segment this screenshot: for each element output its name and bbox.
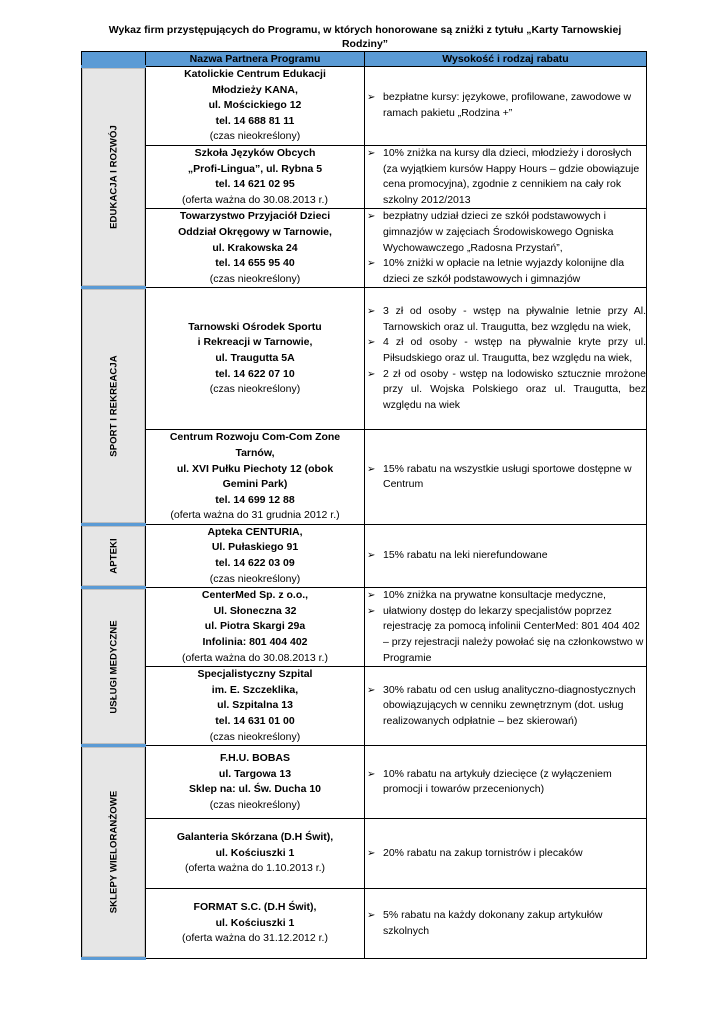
discount-item bbox=[365, 90, 646, 121]
partner-name-line: „Profi-Lingua”, ul. Rybna 5 bbox=[187, 162, 323, 175]
table-row bbox=[82, 430, 647, 525]
category-background bbox=[82, 526, 145, 586]
partner-name-line: Młodzieży KANA, bbox=[212, 83, 298, 96]
discount-list bbox=[365, 90, 646, 121]
partner-cell bbox=[146, 588, 365, 667]
partner-name-line: tel. 14 631 01 00 bbox=[215, 715, 295, 727]
discount-list bbox=[365, 462, 646, 493]
offer-validity: (oferta ważna do 30.08.2013 r.) bbox=[182, 651, 328, 664]
discount-cell bbox=[365, 588, 647, 667]
arrow-bullet-icon: ➢ bbox=[367, 590, 376, 602]
discount-text: 3 zł od osoby - wstęp na pływalnie letnie przy Al. Tarnowskich oraz ul. Traugutta, bez względu na wiek, bbox=[383, 305, 646, 333]
category-cell-sklepy-wieloranzowe bbox=[82, 746, 146, 959]
category-label: APTEKI bbox=[108, 538, 119, 574]
discount-text: 10% zniżka na prywatne konsultacje medyczne, bbox=[383, 589, 606, 602]
partner-name-line: F.H.U. BOBAS bbox=[219, 752, 290, 764]
partner-name-line: ul. Kościuszki 1 bbox=[215, 916, 295, 929]
partner-cell bbox=[146, 524, 365, 587]
table-row bbox=[82, 667, 647, 746]
discount-text: 4 zł od osoby - wstęp na pływalnie kryte przy ul. Piłsudskiego oraz ul. Traugutta, bez względu na wiek, bbox=[383, 336, 646, 365]
partner-cell bbox=[146, 819, 365, 889]
partner-name-line: Galanteria Skórzana (D.H Świt), bbox=[176, 831, 334, 844]
discount-item bbox=[365, 462, 646, 493]
partner-name-line: Tarnów, bbox=[235, 446, 275, 459]
partner-name-line: tel. 14 699 12 88 bbox=[215, 493, 295, 506]
partner-cell bbox=[146, 746, 365, 819]
table-row bbox=[82, 67, 647, 146]
discount-list bbox=[365, 209, 646, 287]
discount-cell bbox=[365, 430, 647, 525]
discount-text: 10% zniżki w opłacie na letnie wyjazdy kolonijne dla dzieci ze szkół podstawowych i gimnazjów bbox=[383, 257, 625, 285]
header-partner: Nazwa Partnera Programu bbox=[146, 52, 365, 67]
discount-list bbox=[365, 146, 646, 208]
table-row bbox=[82, 524, 647, 587]
partner-name-line: tel. 14 622 03 09 bbox=[215, 557, 295, 570]
partner-cell bbox=[146, 209, 365, 288]
discount-item bbox=[365, 367, 646, 414]
partner-name-line: ul. Szpitalna 13 bbox=[217, 699, 293, 712]
discount-text: ułatwiony dostęp do lekarzy specjalistów poprzez rejestrację za pomocą infolinii CenterMed: 801 404 402 – przy rejestracji należy powołać się na członkowstwo w Programie bbox=[383, 604, 644, 664]
partner-name-line: ul. Piotra Skargi 29a bbox=[204, 620, 306, 633]
partners-table bbox=[81, 51, 647, 960]
partner-name-line: ul. Kościuszki 1 bbox=[215, 846, 295, 859]
offer-validity: (czas nieokreślony) bbox=[209, 272, 301, 285]
partner-cell bbox=[146, 145, 365, 208]
discount-text: 30% rabatu od cen usług analityczno-diagnostycznych obowiązujących w cenniku zewnętrznym (dot. usług realizowanych odpłatnie – bez skierowań) bbox=[383, 683, 636, 727]
partner-name-line: Towarzystwo Przyjaciół Dzieci bbox=[179, 210, 331, 223]
discount-item bbox=[365, 304, 646, 335]
discount-item bbox=[365, 908, 646, 939]
discount-list bbox=[365, 908, 646, 939]
discount-cell bbox=[365, 746, 647, 819]
table-row bbox=[82, 889, 647, 959]
partner-name-line: Szkoła Języków Obcych bbox=[194, 146, 316, 159]
arrow-bullet-icon: ➢ bbox=[367, 768, 376, 780]
category-label: SPORT I REKREACJA bbox=[108, 355, 119, 457]
table-header-row bbox=[82, 52, 647, 67]
partner-cell bbox=[146, 288, 365, 430]
partner-name-line: tel. 14 622 07 10 bbox=[215, 367, 295, 380]
discount-item bbox=[365, 209, 646, 256]
partner-name-line: ul. Traugutta 5A bbox=[215, 352, 295, 365]
discount-item bbox=[365, 846, 646, 862]
arrow-bullet-icon: ➢ bbox=[367, 337, 376, 349]
discount-cell bbox=[365, 209, 647, 288]
table-row bbox=[82, 145, 647, 208]
partner-name-line: ul. Mościckiego 12 bbox=[208, 99, 302, 112]
arrow-bullet-icon: ➢ bbox=[367, 147, 376, 159]
table-row bbox=[82, 588, 647, 667]
discount-list bbox=[365, 767, 646, 798]
category-cell-apteki bbox=[82, 524, 146, 587]
category-cell-uslugi-medyczne bbox=[82, 588, 146, 746]
category-label: EDUKACJA I ROZWÓJ bbox=[108, 125, 119, 230]
category-background bbox=[82, 68, 145, 286]
partner-name-line: i Rekreacji w Tarnowie, bbox=[197, 336, 313, 349]
discount-item bbox=[365, 683, 646, 730]
discount-cell bbox=[365, 667, 647, 746]
offer-validity: (czas nieokreślony) bbox=[209, 730, 301, 743]
discount-list bbox=[365, 304, 646, 413]
arrow-bullet-icon: ➢ bbox=[367, 684, 376, 696]
discount-text: bezpłatne kursy: językowe, profilowane, zawodowe w ramach pakietu „Rodzina +” bbox=[383, 91, 632, 119]
partner-name-line: tel. 14 688 81 11 bbox=[215, 114, 295, 127]
offer-validity: (czas nieokreślony) bbox=[209, 130, 301, 143]
offer-validity: (oferta ważna do 1.10.2013 r.) bbox=[184, 862, 326, 875]
discount-list bbox=[365, 548, 646, 564]
header-category-cell bbox=[82, 52, 146, 67]
arrow-bullet-icon: ➢ bbox=[367, 211, 376, 223]
arrow-bullet-icon: ➢ bbox=[367, 306, 376, 318]
discount-cell bbox=[365, 819, 647, 889]
discount-item bbox=[365, 767, 646, 798]
offer-validity: (czas nieokreślony) bbox=[209, 798, 301, 811]
partner-name-line: CenterMed Sp. z o.o., bbox=[201, 589, 309, 602]
category-cell-sport-i-rekreacja bbox=[82, 288, 146, 525]
category-cell-edukacja-i-rozwoj bbox=[82, 67, 146, 288]
arrow-bullet-icon: ➢ bbox=[367, 550, 376, 562]
offer-validity: (czas nieokreślony) bbox=[209, 572, 301, 585]
arrow-bullet-icon: ➢ bbox=[367, 605, 376, 617]
partner-name-line: ul. XVI Pułku Piechoty 12 (obok bbox=[176, 462, 334, 475]
partner-name-line: ul. Targowa 13 bbox=[218, 767, 292, 780]
discount-text: 15% rabatu na leki nierefundowane bbox=[383, 549, 548, 562]
arrow-bullet-icon: ➢ bbox=[367, 847, 376, 859]
discount-item bbox=[365, 335, 646, 366]
discount-item bbox=[365, 256, 646, 287]
offer-validity: (oferta ważna do 30.08.2013 r.) bbox=[182, 193, 328, 206]
partner-cell bbox=[146, 67, 365, 146]
arrow-bullet-icon: ➢ bbox=[367, 463, 376, 475]
table-row bbox=[82, 209, 647, 288]
header-discount: Wysokość i rodzaj rabatu bbox=[365, 52, 647, 67]
discount-text: 10% rabatu na artykuły dziecięce (z wyłączeniem promocji i towarów przecenionych) bbox=[383, 767, 612, 796]
partner-name-line: Ul. Słoneczna 32 bbox=[213, 604, 297, 617]
discount-text: 20% rabatu na zakup tornistrów i plecaków bbox=[383, 846, 583, 859]
partner-name-line: Centrum Rozwoju Com-Com Zone bbox=[169, 431, 341, 444]
partner-name-line: Specjalistyczny Szpital bbox=[197, 668, 313, 681]
partner-name-line: FORMAT S.C. (D.H Świt), bbox=[193, 901, 317, 914]
partner-name-line: Oddział Okręgowy w Tarnowie, bbox=[178, 225, 332, 238]
discount-text: 15% rabatu na wszystkie usługi sportowe dostępne w Centrum bbox=[383, 462, 632, 491]
discount-cell bbox=[365, 524, 647, 587]
arrow-bullet-icon: ➢ bbox=[367, 92, 376, 104]
partner-name-line: Tarnowski Ośrodek Sportu bbox=[188, 320, 322, 333]
arrow-bullet-icon: ➢ bbox=[367, 910, 376, 922]
offer-validity: (oferta ważna do 31 grudnia 2012 r.) bbox=[170, 509, 340, 522]
discount-list bbox=[365, 588, 646, 666]
offer-validity: (czas nieokreślony) bbox=[209, 383, 301, 396]
discount-text: 10% zniżka na kursy dla dzieci, młodzieży i dorosłych (za wyjątkiem kursów Happy Hours – gdzie obowiązuje cena promocyjna), zgodnie z cennikiem na cały rok szkolny 2012/2013 bbox=[383, 146, 640, 206]
discount-cell bbox=[365, 288, 647, 430]
category-label: USŁUGI MEDYCZNE bbox=[108, 620, 119, 714]
offer-validity: (oferta ważna do 31.12.2012 r.) bbox=[182, 932, 328, 945]
arrow-bullet-icon: ➢ bbox=[367, 258, 376, 270]
discount-cell bbox=[365, 145, 647, 208]
discount-item bbox=[365, 146, 646, 208]
discount-cell bbox=[365, 67, 647, 146]
discount-text: bezpłatny udział dzieci ze szkół podstawowych i gimnazjów w zajęciach Środowiskowego Ogniska Wychowawczego „Radosna Przystań”, bbox=[383, 210, 614, 254]
table-row bbox=[82, 746, 647, 819]
discount-list bbox=[365, 683, 646, 730]
partner-name-line: im. E. Szczeklika, bbox=[211, 683, 299, 696]
partner-cell bbox=[146, 430, 365, 525]
discount-item bbox=[365, 604, 646, 666]
partner-name-line: tel. 14 655 95 40 bbox=[215, 257, 295, 270]
partner-name-line: Katolickie Centrum Edukacji bbox=[184, 68, 326, 80]
table-row bbox=[82, 288, 647, 430]
discount-item bbox=[365, 548, 646, 564]
category-background bbox=[82, 589, 145, 744]
partner-name-line: Gemini Park) bbox=[222, 478, 288, 491]
arrow-bullet-icon: ➢ bbox=[367, 368, 376, 380]
discount-text: 2 zł od osoby - wstęp na lodowisko sztucznie mrożone przy ul. Wojska Polskiego oraz ul. Traugutta, bez względu na wiek bbox=[383, 367, 646, 411]
partner-name-line: Ul. Pułaskiego 91 bbox=[211, 541, 299, 554]
discount-list bbox=[365, 846, 646, 862]
table-row bbox=[82, 819, 647, 889]
document-title: Wykaz firm przystępujących do Programu, w których honorowane są zniżki z tytułu „Karty Tarnowskiej Rodziny” bbox=[108, 24, 622, 50]
partner-name-line: Apteka CENTURIA, bbox=[207, 525, 303, 538]
discount-item bbox=[365, 588, 646, 604]
discount-text: 5% rabatu na każdy dokonany zakup artykułów szkolnych bbox=[383, 909, 603, 937]
partner-name-line: tel. 14 621 02 95 bbox=[215, 178, 295, 191]
table-body bbox=[82, 67, 647, 959]
category-label: SKLEPY WIELORANŻOWE bbox=[108, 790, 119, 914]
category-background bbox=[82, 289, 145, 523]
partner-cell bbox=[146, 889, 365, 959]
partner-cell bbox=[146, 667, 365, 746]
partner-name-line: Infolinia: 801 404 402 bbox=[202, 636, 308, 649]
category-background bbox=[82, 747, 145, 957]
discount-cell bbox=[365, 889, 647, 959]
partner-name-line: ul. Krakowska 24 bbox=[212, 241, 298, 254]
partner-name-line: Sklep na: ul. Św. Ducha 10 bbox=[188, 783, 322, 796]
